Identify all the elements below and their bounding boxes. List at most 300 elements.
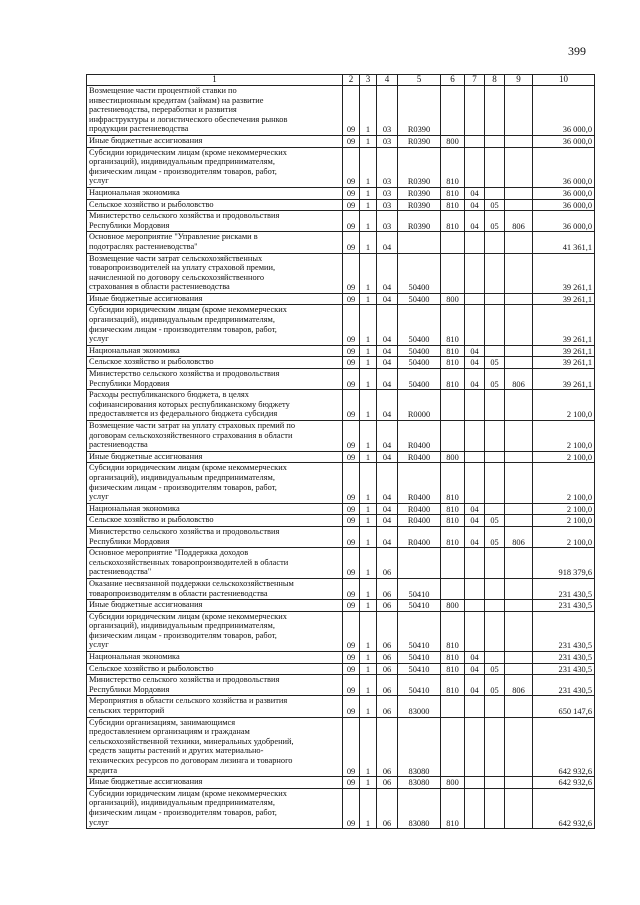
subsection-code xyxy=(485,463,505,503)
description-line: средств защиты растений и других материально- xyxy=(89,746,264,756)
expense-type-code: 800 xyxy=(441,777,465,789)
table-row xyxy=(87,390,595,421)
section-code: 09 xyxy=(343,717,360,777)
target-article-code: 50400 xyxy=(398,345,441,357)
row-description xyxy=(87,187,343,199)
chapter-code: 04 xyxy=(465,357,485,369)
section-code: 09 xyxy=(343,503,360,515)
table-row xyxy=(87,503,595,515)
description-line: начисленной по договору сельскохозяйственного xyxy=(89,272,265,282)
row-description xyxy=(87,253,343,293)
amount: 39 261,1 xyxy=(533,253,595,293)
program-code: 1 xyxy=(360,696,377,717)
description-line: инвестиционным кредитам (займам) на развитие xyxy=(89,95,264,105)
description-line: растениеводства, переработки и развития xyxy=(89,105,237,115)
column-header: 4 xyxy=(377,75,398,86)
expense-type-code xyxy=(441,696,465,717)
subsection-code xyxy=(485,232,505,253)
section-code: 09 xyxy=(343,86,360,136)
description-line: Возмещение части затрат на уплату страховых премий по xyxy=(89,421,296,430)
target-article-code: R0390 xyxy=(398,147,441,187)
row-description xyxy=(87,135,343,147)
amount: 36 000,0 xyxy=(533,211,595,232)
subsection-code xyxy=(485,390,505,421)
description-line: организаций), индивидуальным предпринимателям, xyxy=(89,315,275,325)
target-article-code: R0390 xyxy=(398,135,441,147)
description-line: физическим лицам - производителям товаров, работ, xyxy=(89,166,277,176)
section-code: 09 xyxy=(343,777,360,789)
amount: 39 261,1 xyxy=(533,357,595,369)
chapter-code xyxy=(465,232,485,253)
description-line: Расходы республиканского бюджета, в целях xyxy=(89,390,249,400)
ministry-code xyxy=(505,232,533,253)
program-code: 1 xyxy=(360,147,377,187)
subsection-code xyxy=(485,611,505,651)
expense-type-code: 810 xyxy=(441,187,465,199)
subsection-code: 05 xyxy=(485,515,505,527)
subprogram-code: 04 xyxy=(377,515,398,527)
expense-type-code xyxy=(441,421,465,452)
amount: 36 000,0 xyxy=(533,86,595,136)
ministry-code xyxy=(505,578,533,599)
column-header: 3 xyxy=(360,75,377,86)
description-line: Оказание несвязанной поддержки сельскохозяйственным xyxy=(89,578,294,588)
subsection-code xyxy=(485,187,505,199)
section-code: 09 xyxy=(343,600,360,612)
subprogram-code: 06 xyxy=(377,548,398,579)
description-line: страхования в области растениеводства xyxy=(89,282,230,292)
chapter-code xyxy=(465,777,485,789)
subprogram-code: 04 xyxy=(377,526,398,547)
target-article-code: R0390 xyxy=(398,86,441,136)
target-article-code: 50410 xyxy=(398,611,441,651)
program-code: 1 xyxy=(360,199,377,211)
target-article-code: 83080 xyxy=(398,788,441,828)
subsection-code xyxy=(485,652,505,664)
row-description xyxy=(87,345,343,357)
subsection-code: 05 xyxy=(485,211,505,232)
subprogram-code: 06 xyxy=(377,652,398,664)
section-code: 09 xyxy=(343,369,360,390)
target-article-code: 50410 xyxy=(398,663,441,675)
target-article-code: 50410 xyxy=(398,652,441,664)
table-row xyxy=(87,526,595,547)
subprogram-code: 06 xyxy=(377,675,398,696)
program-code: 1 xyxy=(360,652,377,664)
expense-type-code xyxy=(441,717,465,777)
program-code: 1 xyxy=(360,390,377,421)
subprogram-code: 04 xyxy=(377,357,398,369)
target-article-code: R0400 xyxy=(398,526,441,547)
expense-type-code: 810 xyxy=(441,663,465,675)
target-article-code: 50410 xyxy=(398,578,441,599)
subsection-code xyxy=(485,503,505,515)
row-description xyxy=(87,663,343,675)
expense-type-code: 810 xyxy=(441,305,465,345)
table-row xyxy=(87,451,595,463)
target-article-code: 50400 xyxy=(398,293,441,305)
expense-type-code: 810 xyxy=(441,652,465,664)
subprogram-code: 04 xyxy=(377,345,398,357)
expense-type-code: 810 xyxy=(441,463,465,503)
ministry-code xyxy=(505,253,533,293)
description-line: Иные бюджетные ассигнования xyxy=(89,135,203,145)
program-code: 1 xyxy=(360,451,377,463)
chapter-code xyxy=(465,788,485,828)
description-line: Субсидии юридическим лицам (кроме некоммерческих xyxy=(89,463,287,473)
chapter-code: 04 xyxy=(465,515,485,527)
ministry-code: 806 xyxy=(505,675,533,696)
subprogram-code: 03 xyxy=(377,135,398,147)
section-code: 09 xyxy=(343,135,360,147)
table-row xyxy=(87,515,595,527)
expense-type-code: 810 xyxy=(441,675,465,696)
subsection-code xyxy=(485,147,505,187)
ministry-code xyxy=(505,788,533,828)
target-article-code xyxy=(398,548,441,579)
ministry-code: 806 xyxy=(505,211,533,232)
subprogram-code: 04 xyxy=(377,293,398,305)
expense-type-code xyxy=(441,578,465,599)
subsection-code: 05 xyxy=(485,675,505,696)
table-row xyxy=(87,86,595,136)
subsection-code xyxy=(485,600,505,612)
expense-type-code: 810 xyxy=(441,515,465,527)
row-description xyxy=(87,232,343,253)
target-article-code: R0400 xyxy=(398,515,441,527)
amount: 231 430,5 xyxy=(533,611,595,651)
description-line: Республики Мордовия xyxy=(89,220,170,230)
program-code: 1 xyxy=(360,463,377,503)
ministry-code xyxy=(505,611,533,651)
table-row xyxy=(87,663,595,675)
amount: 2 100,0 xyxy=(533,515,595,527)
target-article-code: R0400 xyxy=(398,463,441,503)
subsection-code xyxy=(485,421,505,452)
description-line: Республики Мордовия xyxy=(89,378,170,388)
ministry-code xyxy=(505,86,533,136)
ministry-code xyxy=(505,293,533,305)
chapter-code xyxy=(465,696,485,717)
section-code: 09 xyxy=(343,293,360,305)
column-header: 2 xyxy=(343,75,360,86)
subprogram-code: 06 xyxy=(377,663,398,675)
section-code: 09 xyxy=(343,357,360,369)
subsection-code xyxy=(485,86,505,136)
target-article-code: R0390 xyxy=(398,199,441,211)
section-code: 09 xyxy=(343,147,360,187)
target-article-code: R0390 xyxy=(398,187,441,199)
row-description xyxy=(87,788,343,828)
chapter-code: 04 xyxy=(465,211,485,232)
row-description xyxy=(87,515,343,527)
chapter-code xyxy=(465,451,485,463)
expense-type-code: 810 xyxy=(441,199,465,211)
description-line: Сельское хозяйство и рыболовство xyxy=(89,199,214,209)
amount: 2 100,0 xyxy=(533,503,595,515)
subprogram-code: 06 xyxy=(377,717,398,777)
subsection-code xyxy=(485,293,505,305)
description-line: договорам сельскохозяйственного страхования в области xyxy=(89,430,293,440)
section-code: 09 xyxy=(343,548,360,579)
row-description xyxy=(87,578,343,599)
chapter-code: 04 xyxy=(465,187,485,199)
chapter-code xyxy=(465,253,485,293)
chapter-code: 04 xyxy=(465,503,485,515)
description-line: Возмещение части затрат сельскохозяйственных xyxy=(89,253,263,263)
target-article-code: 50400 xyxy=(398,305,441,345)
program-code: 1 xyxy=(360,211,377,232)
target-article-code: R0400 xyxy=(398,503,441,515)
section-code: 09 xyxy=(343,675,360,696)
section-code: 09 xyxy=(343,663,360,675)
expense-type-code: 800 xyxy=(441,600,465,612)
section-code: 09 xyxy=(343,305,360,345)
section-code: 09 xyxy=(343,463,360,503)
row-description xyxy=(87,305,343,345)
target-article-code: R0400 xyxy=(398,421,441,452)
chapter-code xyxy=(465,548,485,579)
program-code: 1 xyxy=(360,421,377,452)
ministry-code xyxy=(505,652,533,664)
amount: 41 361,1 xyxy=(533,232,595,253)
subprogram-code: 04 xyxy=(377,390,398,421)
chapter-code xyxy=(465,421,485,452)
subprogram-code: 06 xyxy=(377,788,398,828)
section-code: 09 xyxy=(343,788,360,828)
amount: 231 430,5 xyxy=(533,663,595,675)
description-line: Субсидии юридическим лицам (кроме некоммерческих xyxy=(89,305,287,315)
subprogram-code: 03 xyxy=(377,86,398,136)
column-header: 5 xyxy=(398,75,441,86)
table-row xyxy=(87,548,595,579)
section-code: 09 xyxy=(343,187,360,199)
program-code: 1 xyxy=(360,232,377,253)
table-row xyxy=(87,696,595,717)
column-header: 1 xyxy=(87,75,343,86)
description-line: товаропроизводителям в области растениеводства xyxy=(89,588,268,598)
chapter-code xyxy=(465,135,485,147)
amount: 36 000,0 xyxy=(533,199,595,211)
subprogram-code: 06 xyxy=(377,600,398,612)
amount: 231 430,5 xyxy=(533,578,595,599)
ministry-code xyxy=(505,717,533,777)
subsection-code xyxy=(485,788,505,828)
chapter-code: 04 xyxy=(465,675,485,696)
description-line: Сельское хозяйство и рыболовство xyxy=(89,357,214,367)
target-article-code: R0400 xyxy=(398,451,441,463)
target-article-code: 50400 xyxy=(398,369,441,390)
subprogram-code: 04 xyxy=(377,503,398,515)
ministry-code xyxy=(505,187,533,199)
target-article-code: R0390 xyxy=(398,211,441,232)
expense-type-code: 800 xyxy=(441,451,465,463)
subsection-code: 05 xyxy=(485,199,505,211)
table-row xyxy=(87,675,595,696)
section-code: 09 xyxy=(343,526,360,547)
description-line: Основное мероприятие "Поддержка доходов xyxy=(89,548,249,558)
target-article-code xyxy=(398,232,441,253)
row-description xyxy=(87,503,343,515)
description-line: организаций), индивидуальным предпринимателям, xyxy=(89,472,275,482)
amount: 231 430,5 xyxy=(533,675,595,696)
subsection-code: 05 xyxy=(485,357,505,369)
ministry-code xyxy=(505,696,533,717)
row-description xyxy=(87,463,343,503)
chapter-code xyxy=(465,147,485,187)
amount: 650 147,6 xyxy=(533,696,595,717)
program-code: 1 xyxy=(360,548,377,579)
page-number: 399 xyxy=(568,44,586,58)
amount: 231 430,5 xyxy=(533,600,595,612)
chapter-code xyxy=(465,305,485,345)
column-header: 6 xyxy=(441,75,465,86)
expense-type-code: 800 xyxy=(441,293,465,305)
subsection-code xyxy=(485,253,505,293)
table-row xyxy=(87,369,595,390)
description-line: кредита xyxy=(89,765,118,775)
amount: 36 000,0 xyxy=(533,147,595,187)
target-article-code: 83080 xyxy=(398,717,441,777)
subprogram-code: 04 xyxy=(377,421,398,452)
target-article-code: 83000 xyxy=(398,696,441,717)
chapter-code xyxy=(465,717,485,777)
description-line: организаций), индивидуальным предпринимателям, xyxy=(89,798,275,808)
subprogram-code: 03 xyxy=(377,211,398,232)
target-article-code: 50400 xyxy=(398,357,441,369)
subsection-code xyxy=(485,135,505,147)
row-description xyxy=(87,147,343,187)
row-description xyxy=(87,696,343,717)
subsection-code: 05 xyxy=(485,526,505,547)
chapter-code: 04 xyxy=(465,526,485,547)
chapter-code xyxy=(465,611,485,651)
description-line: сельскохозяйственных товаропроизводителей в области xyxy=(89,557,289,567)
section-code: 09 xyxy=(343,345,360,357)
row-description xyxy=(87,526,343,547)
chapter-code xyxy=(465,578,485,599)
description-line: физическим лицам - производителям товаров, работ, xyxy=(89,482,277,492)
description-line: Национальная экономика xyxy=(89,345,180,355)
ministry-code: 806 xyxy=(505,526,533,547)
row-description xyxy=(87,211,343,232)
target-article-code: 83080 xyxy=(398,777,441,789)
subprogram-code: 06 xyxy=(377,611,398,651)
program-code: 1 xyxy=(360,578,377,599)
budget-table xyxy=(86,74,595,829)
ministry-code xyxy=(505,600,533,612)
ministry-code xyxy=(505,663,533,675)
description-line: физическим лицам - производителям товаров, работ, xyxy=(89,807,277,817)
row-description xyxy=(87,293,343,305)
section-code: 09 xyxy=(343,421,360,452)
chapter-code: 04 xyxy=(465,652,485,664)
subsection-code: 05 xyxy=(485,663,505,675)
subprogram-code: 04 xyxy=(377,232,398,253)
description-line: растениеводства xyxy=(89,440,148,450)
expense-type-code: 810 xyxy=(441,526,465,547)
amount: 39 261,1 xyxy=(533,293,595,305)
ministry-code xyxy=(505,421,533,452)
ministry-code xyxy=(505,777,533,789)
subsection-code: 05 xyxy=(485,369,505,390)
row-description xyxy=(87,611,343,651)
table-row xyxy=(87,600,595,612)
row-description xyxy=(87,86,343,136)
table-row xyxy=(87,357,595,369)
row-description xyxy=(87,548,343,579)
subsection-code xyxy=(485,305,505,345)
table-header-row xyxy=(87,75,595,86)
table-row xyxy=(87,777,595,789)
table-row xyxy=(87,345,595,357)
section-code: 09 xyxy=(343,611,360,651)
row-description xyxy=(87,451,343,463)
section-code: 09 xyxy=(343,253,360,293)
amount: 2 100,0 xyxy=(533,526,595,547)
expense-type-code xyxy=(441,390,465,421)
program-code: 1 xyxy=(360,600,377,612)
column-header: 8 xyxy=(485,75,505,86)
ministry-code: 806 xyxy=(505,369,533,390)
subsection-code xyxy=(485,777,505,789)
table-row xyxy=(87,147,595,187)
table-row xyxy=(87,463,595,503)
description-line: Национальная экономика xyxy=(89,503,180,513)
ministry-code xyxy=(505,390,533,421)
ministry-code xyxy=(505,515,533,527)
description-line: физическим лицам - производителям товаров, работ, xyxy=(89,324,277,334)
table-row xyxy=(87,305,595,345)
description-line: услуг xyxy=(89,640,109,650)
ministry-code xyxy=(505,147,533,187)
column-header: 7 xyxy=(465,75,485,86)
program-code: 1 xyxy=(360,611,377,651)
amount: 231 430,5 xyxy=(533,652,595,664)
description-line: Иные бюджетные ассигнования xyxy=(89,293,203,303)
table-row xyxy=(87,232,595,253)
expense-type-code: 800 xyxy=(441,135,465,147)
description-line: Национальная экономика xyxy=(89,652,180,662)
amount: 2 100,0 xyxy=(533,463,595,503)
description-line: Основное мероприятие "Управление рисками в xyxy=(89,232,258,242)
program-code: 1 xyxy=(360,253,377,293)
description-line: услуг xyxy=(89,492,109,502)
row-description xyxy=(87,199,343,211)
target-article-code: 50410 xyxy=(398,600,441,612)
chapter-code: 04 xyxy=(465,663,485,675)
description-line: сельских территорий xyxy=(89,706,165,716)
expense-type-code: 810 xyxy=(441,211,465,232)
section-code: 09 xyxy=(343,515,360,527)
subprogram-code: 06 xyxy=(377,777,398,789)
ministry-code xyxy=(505,357,533,369)
subprogram-code: 04 xyxy=(377,369,398,390)
expense-type-code: 810 xyxy=(441,357,465,369)
chapter-code xyxy=(465,293,485,305)
target-article-code: 50410 xyxy=(398,675,441,696)
table-row xyxy=(87,199,595,211)
table-row xyxy=(87,421,595,452)
subprogram-code: 03 xyxy=(377,199,398,211)
subsection-code xyxy=(485,451,505,463)
program-code: 1 xyxy=(360,86,377,136)
description-line: Возмещение части процентной ставки по xyxy=(89,86,237,95)
description-line: предоставлением организациям и гражданам xyxy=(89,727,250,737)
ministry-code xyxy=(505,548,533,579)
table-row xyxy=(87,187,595,199)
program-code: 1 xyxy=(360,345,377,357)
